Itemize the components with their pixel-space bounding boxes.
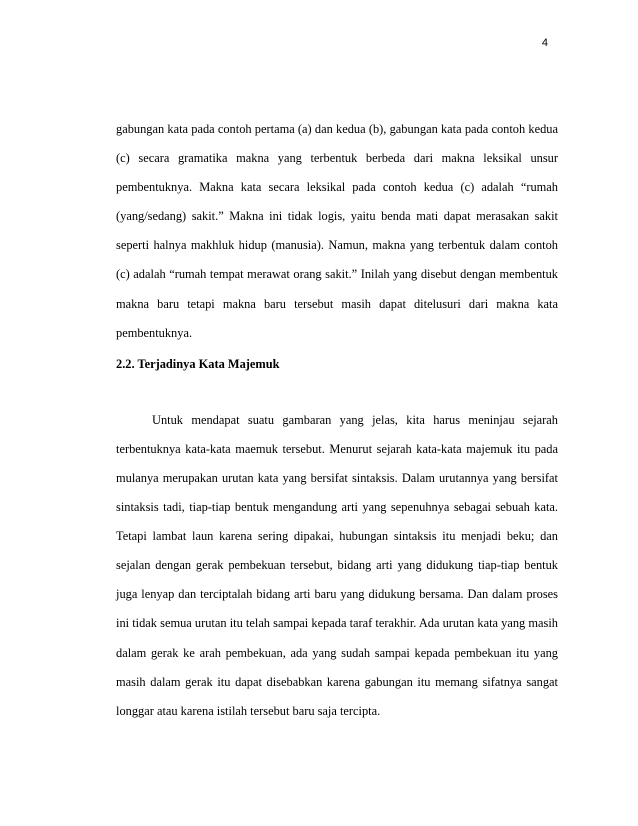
paragraph-intro: gabungan kata pada contoh pertama (a) dan kedua (b), gabungan kata pada contoh kedua (c) secara gramatika makna yang terbentuk berbeda dari makna leksikal unsur pembentuknya. Makna kata secara leksikal pada contoh kedua (c) adalah “rumah (yang/sedang) sakit.” Makna ini tidak logis, yaitu benda mati dapat merasakan sakit seperti halnya makhluk hidup (manusia). Namun, makna yang terbentuk dalam contoh (c) adalah “rumah tempat merawat orang sakit.” Inilah yang disebut dengan membentuk makna baru tetapi makna baru tersebut masih dapat ditelusuri dari makna kata pembentuknya. — [116, 122, 558, 340]
section-heading: 2.2. Terjadinya Kata Majemuk — [116, 356, 280, 371]
page-content — [116, 115, 558, 726]
page-number: 4 — [541, 37, 548, 49]
paragraph-history: Untuk mendapat suatu gambaran yang jelas, kita harus meninjau sejarah terbentuknya kata-kata maemuk tersebut. Menurut sejarah kata-kata majemuk itu pada mulanya merupakan urutan kata yang bersifat sintaksis. Dalam urutannya yang bersifat sintaksis tadi, tiap-tiap bentuk mengandung arti yang sepenuhnya sebagai sebuah kata. Tetapi lambat laun karena sering dipakai, hubungan sintaksis itu menjadi beku; dan sejalan dengan gerak pembekuan tersebut, bidang arti yang didukung tiap-tiap bentuk juga lenyap dan terciptalah bidang arti baru yang didukung bersama. Dan dalam proses ini tidak semua urutan itu telah sampai kepada taraf terakhir. Ada urutan kata yang masih dalam gerak ke arah pembekuan, ada yang sudah sampai kepada pembekuan itu yang masih dalam gerak itu dapat disebabkan karena gabungan itu memang sifatnya sangat longgar atau karena istilah tersebut baru saja tercipta. — [116, 412, 558, 718]
